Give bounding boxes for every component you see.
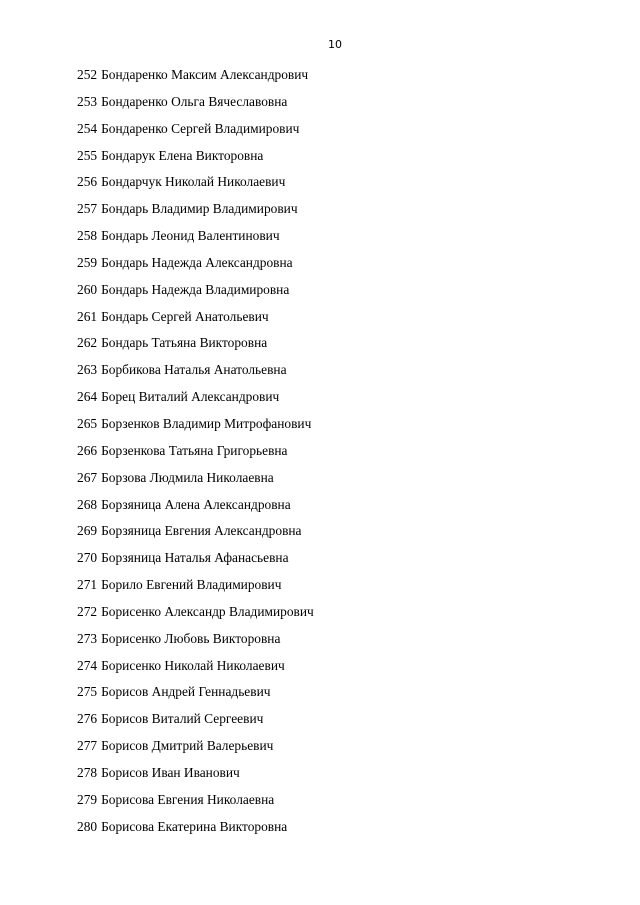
- entry-number: 279: [77, 791, 98, 807]
- entry-full-name: Борило Евгений Владимирович: [101, 577, 282, 593]
- list-item: [77, 388, 314, 415]
- list-item: [77, 361, 314, 388]
- entry-full-name: Борисенко Любовь Викторовна: [101, 630, 281, 646]
- list-item: [77, 173, 314, 200]
- entry-number: 255: [77, 147, 98, 163]
- entry-number: 265: [77, 415, 98, 431]
- entry-full-name: Борец Виталий Александрович: [101, 389, 280, 405]
- entry-full-name: Борзенкова Татьяна Григорьевна: [101, 442, 288, 458]
- entry-full-name: Борзова Людмила Николаевна: [101, 469, 274, 485]
- entry-number: 273: [77, 630, 98, 646]
- entry-number: 277: [77, 738, 98, 754]
- entry-full-name: Борбикова Наталья Анатольевна: [101, 362, 287, 378]
- list-item: [77, 818, 314, 845]
- list-item: [77, 791, 314, 818]
- list-item: [77, 576, 314, 603]
- entry-full-name: Бондарь Леонид Валентинович: [101, 228, 280, 244]
- entry-full-name: Бондаренко Ольга Вячеславовна: [101, 93, 288, 109]
- entry-full-name: Борисенко Александр Владимирович: [101, 603, 314, 619]
- entry-full-name: Борисова Евгения Николаевна: [101, 791, 275, 807]
- list-item: [77, 710, 314, 737]
- list-item: [77, 442, 314, 469]
- list-item: [77, 415, 314, 442]
- list-item: [77, 66, 314, 93]
- list-item: [77, 496, 314, 523]
- list-item: [77, 603, 314, 630]
- entry-number: 271: [77, 577, 98, 593]
- entry-full-name: Бондаренко Максим Александрович: [101, 67, 309, 82]
- page-number: 10: [328, 38, 342, 51]
- entry-full-name: Борисов Андрей Геннадьевич: [101, 684, 271, 700]
- entry-number: 268: [77, 496, 98, 512]
- list-item: [77, 764, 314, 791]
- entry-number: 280: [77, 818, 98, 834]
- list-item: [77, 200, 314, 227]
- entry-number: 261: [77, 308, 98, 324]
- list-item: [77, 683, 314, 710]
- list-item: [77, 93, 314, 120]
- entry-number: 254: [77, 120, 98, 136]
- entry-number: 274: [77, 657, 98, 673]
- list-item: [77, 254, 314, 281]
- entry-full-name: Бондарчук Николай Николаевич: [101, 174, 286, 190]
- list-item: [77, 281, 314, 308]
- entry-number: 262: [77, 335, 98, 351]
- list-item: [77, 147, 314, 174]
- entry-number: 269: [77, 523, 98, 539]
- entry-number: 253: [77, 93, 98, 109]
- entry-full-name: Бондарь Надежда Владимировна: [101, 281, 290, 297]
- entry-number: 275: [77, 684, 98, 700]
- entry-full-name: Борзенков Владимир Митрофанович: [101, 415, 312, 431]
- entry-number: 266: [77, 442, 98, 458]
- entry-full-name: Бондарь Владимир Владимирович: [101, 201, 298, 217]
- entry-full-name: Борисов Иван Иванович: [101, 764, 240, 780]
- entry-number: 263: [77, 362, 98, 378]
- list-item: [77, 227, 314, 254]
- list-item: [77, 120, 314, 147]
- list-item: [77, 334, 314, 361]
- entry-number: 256: [77, 174, 98, 190]
- list-item: [77, 549, 314, 576]
- entry-number: 272: [77, 603, 98, 619]
- entry-full-name: Борзяница Евгения Александровна: [101, 523, 302, 539]
- list-item: [77, 737, 314, 764]
- entry-number: 267: [77, 469, 98, 485]
- entry-number: 260: [77, 281, 98, 297]
- list-item: [77, 308, 314, 335]
- list-item: [77, 522, 314, 549]
- name-list: [77, 66, 314, 844]
- entry-full-name: Бондаренко Сергей Владимирович: [101, 120, 300, 136]
- entry-full-name: Бондарь Татьяна Викторовна: [101, 335, 268, 351]
- entry-number: 258: [77, 228, 98, 244]
- entry-full-name: Борзяница Наталья Афанасьевна: [101, 550, 289, 566]
- list-item: [77, 630, 314, 657]
- entry-number: 276: [77, 711, 98, 727]
- entry-full-name: Борзяница Алена Александровна: [101, 496, 291, 512]
- list-item: [77, 469, 314, 496]
- entry-number: 252: [77, 67, 98, 82]
- entry-full-name: Борисова Екатерина Викторовна: [101, 818, 288, 834]
- entry-number: 259: [77, 254, 98, 270]
- entry-full-name: Бондарук Елена Викторовна: [101, 147, 264, 163]
- entry-full-name: Бондарь Надежда Александровна: [101, 254, 293, 270]
- list-item: [77, 657, 314, 684]
- entry-full-name: Борисов Дмитрий Валерьевич: [101, 738, 274, 754]
- entry-number: 278: [77, 764, 98, 780]
- entry-full-name: Борисенко Николай Николаевич: [101, 657, 285, 673]
- entry-full-name: Бондарь Сергей Анатольевич: [101, 308, 269, 324]
- entry-number: 264: [77, 389, 98, 405]
- entry-number: 270: [77, 550, 98, 566]
- entry-number: 257: [77, 201, 98, 217]
- entry-full-name: Борисов Виталий Сергеевич: [101, 711, 264, 727]
